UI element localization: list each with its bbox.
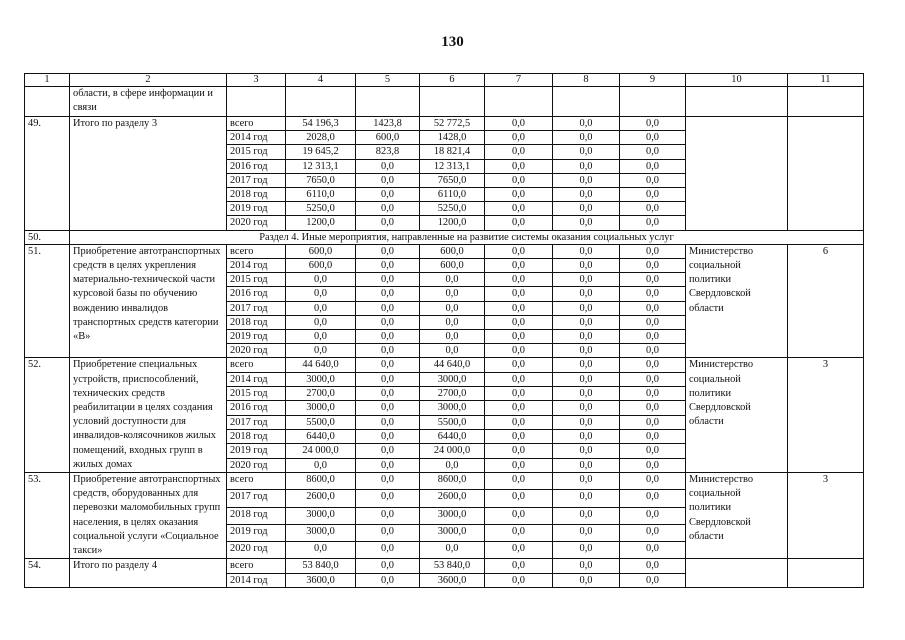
- value-cell: 24 000,0: [420, 444, 485, 458]
- organization-cell: [686, 559, 788, 587]
- value-cell: 0,0: [485, 387, 553, 401]
- organization-cell: [686, 87, 788, 117]
- value-cell: 54 196,3: [286, 117, 356, 131]
- column-header: 7: [485, 74, 553, 87]
- value-cell: 0,0: [420, 273, 485, 287]
- value-cell: 0,0: [485, 490, 553, 507]
- year-cell: 2016 год: [227, 159, 286, 173]
- value-cell: 0,0: [553, 117, 620, 131]
- value-cell: 0,0: [485, 372, 553, 386]
- value-cell: 0,0: [420, 458, 485, 472]
- value-cell: 1200,0: [420, 216, 485, 230]
- value-cell: 2700,0: [420, 387, 485, 401]
- value-cell: 0,0: [485, 401, 553, 415]
- value-cell: 0,0: [356, 330, 420, 344]
- value-cell: 3600,0: [420, 573, 485, 587]
- value-cell: 0,0: [356, 344, 420, 358]
- value-cell: 600,0: [356, 131, 420, 145]
- value-cell: 2600,0: [286, 490, 356, 507]
- value-cell: 1423,8: [356, 117, 420, 131]
- value-cell: 0,0: [356, 573, 420, 587]
- value-cell: 0,0: [485, 573, 553, 587]
- year-cell: 2020 год: [227, 542, 286, 559]
- value-cell: 0,0: [553, 216, 620, 230]
- value-cell: 0,0: [356, 173, 420, 187]
- value-cell: 0,0: [356, 287, 420, 301]
- value-cell: 0,0: [553, 490, 620, 507]
- value-cell: 600,0: [286, 244, 356, 258]
- value-cell: 0,0: [356, 301, 420, 315]
- column-header: 11: [788, 74, 864, 87]
- value-cell: 0,0: [356, 358, 420, 372]
- value-cell: 0,0: [485, 173, 553, 187]
- value-cell: 0,0: [485, 507, 553, 524]
- value-cell: 0,0: [420, 330, 485, 344]
- value-cell: 823,8: [356, 145, 420, 159]
- value-cell: 0,0: [620, 216, 686, 230]
- year-cell: всего: [227, 117, 286, 131]
- value-cell: 0,0: [620, 573, 686, 587]
- value-cell: 8600,0: [420, 473, 485, 490]
- value-cell: 0,0: [620, 273, 686, 287]
- row-number-cell: 50.: [25, 230, 70, 244]
- value-cell: 19 645,2: [286, 145, 356, 159]
- value-cell: 0,0: [356, 444, 420, 458]
- year-cell: всего: [227, 358, 286, 372]
- column-header: 5: [356, 74, 420, 87]
- year-cell: 2014 год: [227, 131, 286, 145]
- value-cell: 0,0: [553, 372, 620, 386]
- value-cell: 44 640,0: [420, 358, 485, 372]
- year-cell: [227, 87, 286, 117]
- value-cell: 0,0: [620, 301, 686, 315]
- value-cell: 0,0: [356, 259, 420, 273]
- value-cell: 0,0: [553, 244, 620, 258]
- value-cell: [485, 87, 553, 117]
- value-cell: 0,0: [620, 415, 686, 429]
- value-cell: 0,0: [356, 315, 420, 329]
- row-number-cell: 53.: [25, 473, 70, 559]
- value-cell: 0,0: [485, 430, 553, 444]
- year-cell: 2014 год: [227, 573, 286, 587]
- value-cell: 0,0: [356, 387, 420, 401]
- target-cell: 3: [788, 473, 864, 559]
- value-cell: 0,0: [286, 344, 356, 358]
- measure-name-cell: Итого по разделу 3: [70, 117, 227, 231]
- value-cell: 3000,0: [286, 372, 356, 386]
- column-header: 3: [227, 74, 286, 87]
- value-cell: 0,0: [553, 542, 620, 559]
- year-cell: 2020 год: [227, 458, 286, 472]
- row-number-cell: 51.: [25, 244, 70, 358]
- value-cell: 0,0: [553, 573, 620, 587]
- value-cell: 0,0: [620, 315, 686, 329]
- year-cell: 2018 год: [227, 188, 286, 202]
- target-cell: 6: [788, 244, 864, 358]
- value-cell: 0,0: [485, 315, 553, 329]
- year-cell: 2014 год: [227, 259, 286, 273]
- value-cell: 0,0: [356, 244, 420, 258]
- value-cell: 0,0: [485, 131, 553, 145]
- value-cell: 0,0: [485, 542, 553, 559]
- value-cell: 0,0: [356, 273, 420, 287]
- value-cell: 0,0: [286, 287, 356, 301]
- value-cell: 0,0: [553, 387, 620, 401]
- value-cell: 18 821,4: [420, 145, 485, 159]
- year-cell: всего: [227, 559, 286, 573]
- year-cell: 2015 год: [227, 145, 286, 159]
- value-cell: 0,0: [485, 458, 553, 472]
- value-cell: 0,0: [620, 444, 686, 458]
- value-cell: 0,0: [420, 315, 485, 329]
- year-cell: 2017 год: [227, 173, 286, 187]
- year-cell: 2015 год: [227, 387, 286, 401]
- value-cell: 6440,0: [286, 430, 356, 444]
- value-cell: 8600,0: [286, 473, 356, 490]
- value-cell: 0,0: [485, 344, 553, 358]
- value-cell: 0,0: [553, 159, 620, 173]
- measure-name-cell: области, в сфере информации и связи: [70, 87, 227, 117]
- year-cell: 2017 год: [227, 415, 286, 429]
- value-cell: 0,0: [620, 490, 686, 507]
- year-cell: 2016 год: [227, 401, 286, 415]
- value-cell: 600,0: [420, 244, 485, 258]
- value-cell: 0,0: [553, 273, 620, 287]
- value-cell: 0,0: [620, 131, 686, 145]
- value-cell: 0,0: [620, 507, 686, 524]
- year-cell: 2016 год: [227, 287, 286, 301]
- year-cell: всего: [227, 244, 286, 258]
- column-number-row: [25, 74, 864, 87]
- value-cell: 0,0: [620, 430, 686, 444]
- value-cell: 0,0: [620, 524, 686, 541]
- year-cell: 2019 год: [227, 524, 286, 541]
- value-cell: 0,0: [485, 117, 553, 131]
- value-cell: 0,0: [420, 287, 485, 301]
- value-cell: 0,0: [485, 287, 553, 301]
- value-cell: 0,0: [356, 188, 420, 202]
- target-cell: [788, 87, 864, 117]
- row-number-cell: 54.: [25, 559, 70, 587]
- value-cell: 0,0: [356, 473, 420, 490]
- value-cell: 53 840,0: [286, 559, 356, 573]
- year-cell: 2020 год: [227, 344, 286, 358]
- value-cell: 3000,0: [420, 507, 485, 524]
- year-cell: 2018 год: [227, 315, 286, 329]
- table-row: [25, 559, 864, 573]
- value-cell: 600,0: [420, 259, 485, 273]
- row-number-cell: [25, 87, 70, 117]
- value-cell: 0,0: [356, 490, 420, 507]
- value-cell: 3000,0: [286, 401, 356, 415]
- value-cell: 7650,0: [420, 173, 485, 187]
- value-cell: 0,0: [553, 131, 620, 145]
- value-cell: 0,0: [553, 344, 620, 358]
- value-cell: 12 313,1: [420, 159, 485, 173]
- value-cell: 0,0: [620, 173, 686, 187]
- value-cell: 0,0: [286, 330, 356, 344]
- value-cell: 0,0: [620, 259, 686, 273]
- value-cell: 3000,0: [420, 401, 485, 415]
- value-cell: 2700,0: [286, 387, 356, 401]
- value-cell: [420, 87, 485, 117]
- column-header: 1: [25, 74, 70, 87]
- organization-cell: Министерство социальной политики Свердловской области: [686, 358, 788, 473]
- year-cell: 2018 год: [227, 507, 286, 524]
- table-row: [25, 358, 864, 372]
- value-cell: 0,0: [553, 507, 620, 524]
- measure-name-cell: Итого по разделу 4: [70, 559, 227, 587]
- value-cell: 0,0: [356, 542, 420, 559]
- column-header: 6: [420, 74, 485, 87]
- value-cell: 0,0: [553, 401, 620, 415]
- value-cell: 0,0: [485, 444, 553, 458]
- value-cell: 0,0: [485, 473, 553, 490]
- year-cell: 2017 год: [227, 301, 286, 315]
- value-cell: 0,0: [620, 244, 686, 258]
- page-number: 130: [441, 34, 464, 50]
- value-cell: 0,0: [485, 330, 553, 344]
- year-cell: 2019 год: [227, 202, 286, 216]
- value-cell: 0,0: [485, 559, 553, 573]
- value-cell: 53 840,0: [420, 559, 485, 573]
- value-cell: 0,0: [620, 145, 686, 159]
- value-cell: [553, 87, 620, 117]
- value-cell: 0,0: [356, 559, 420, 573]
- value-cell: 0,0: [356, 159, 420, 173]
- year-cell: 2020 год: [227, 216, 286, 230]
- value-cell: 0,0: [620, 344, 686, 358]
- value-cell: 0,0: [553, 458, 620, 472]
- value-cell: 0,0: [620, 188, 686, 202]
- value-cell: 0,0: [420, 301, 485, 315]
- column-header: 8: [553, 74, 620, 87]
- value-cell: 0,0: [553, 287, 620, 301]
- value-cell: 1200,0: [286, 216, 356, 230]
- year-cell: всего: [227, 473, 286, 490]
- table-row: [25, 473, 864, 490]
- value-cell: 0,0: [356, 524, 420, 541]
- year-cell: 2014 год: [227, 372, 286, 386]
- value-cell: 0,0: [553, 188, 620, 202]
- value-cell: 0,0: [485, 415, 553, 429]
- value-cell: 3000,0: [286, 507, 356, 524]
- table-row: [25, 117, 864, 131]
- measure-name-cell: Приобретение автотранспортных средств, оборудованных для перевозки маломобильных групп населения, в целях оказания социальной услуги «Социальное такси»: [70, 473, 227, 559]
- column-header: 10: [686, 74, 788, 87]
- column-header: 2: [70, 74, 227, 87]
- value-cell: 0,0: [485, 188, 553, 202]
- section-title: Раздел 4. Иные мероприятия, направленные на развитие системы оказания социальных услуг: [70, 230, 864, 244]
- value-cell: 2600,0: [420, 490, 485, 507]
- section-row: [25, 230, 864, 244]
- value-cell: 0,0: [620, 330, 686, 344]
- value-cell: 0,0: [553, 430, 620, 444]
- value-cell: 0,0: [553, 259, 620, 273]
- value-cell: 0,0: [620, 401, 686, 415]
- value-cell: 0,0: [286, 301, 356, 315]
- measure-name-cell: Приобретение автотранспортных средств в целях укрепления материально-технической части курсовой базы по обучению вождению инвалидов транспортных средств категории «В»: [70, 244, 227, 358]
- value-cell: 0,0: [620, 542, 686, 559]
- value-cell: 0,0: [485, 358, 553, 372]
- year-cell: 2019 год: [227, 330, 286, 344]
- value-cell: 0,0: [553, 559, 620, 573]
- value-cell: 7650,0: [286, 173, 356, 187]
- value-cell: 6440,0: [420, 430, 485, 444]
- value-cell: 0,0: [485, 273, 553, 287]
- value-cell: 0,0: [620, 117, 686, 131]
- value-cell: 0,0: [553, 330, 620, 344]
- value-cell: 0,0: [620, 358, 686, 372]
- value-cell: 5250,0: [420, 202, 485, 216]
- value-cell: 0,0: [553, 301, 620, 315]
- table-row: [25, 87, 864, 117]
- value-cell: 5500,0: [286, 415, 356, 429]
- value-cell: 0,0: [356, 401, 420, 415]
- value-cell: [620, 87, 686, 117]
- value-cell: 1428,0: [420, 131, 485, 145]
- target-cell: [788, 559, 864, 587]
- value-cell: 0,0: [356, 507, 420, 524]
- value-cell: 0,0: [485, 244, 553, 258]
- value-cell: 44 640,0: [286, 358, 356, 372]
- organization-cell: Министерство социальной политики Свердловской области: [686, 473, 788, 559]
- value-cell: 0,0: [620, 559, 686, 573]
- year-cell: 2015 год: [227, 273, 286, 287]
- row-number-cell: 49.: [25, 117, 70, 231]
- value-cell: 0,0: [286, 458, 356, 472]
- value-cell: 5250,0: [286, 202, 356, 216]
- value-cell: 0,0: [620, 287, 686, 301]
- value-cell: 0,0: [620, 473, 686, 490]
- table-row: [25, 244, 864, 258]
- column-header: 9: [620, 74, 686, 87]
- value-cell: 0,0: [553, 358, 620, 372]
- value-cell: 0,0: [485, 524, 553, 541]
- value-cell: 2028,0: [286, 131, 356, 145]
- value-cell: 3000,0: [286, 524, 356, 541]
- value-cell: 0,0: [356, 430, 420, 444]
- value-cell: 12 313,1: [286, 159, 356, 173]
- value-cell: 0,0: [620, 458, 686, 472]
- program-table: [24, 73, 864, 588]
- value-cell: 3000,0: [420, 372, 485, 386]
- value-cell: 0,0: [356, 372, 420, 386]
- value-cell: 52 772,5: [420, 117, 485, 131]
- value-cell: 0,0: [356, 458, 420, 472]
- value-cell: 0,0: [553, 524, 620, 541]
- row-number-cell: 52.: [25, 358, 70, 473]
- organization-cell: Министерство социальной политики Свердловской области: [686, 244, 788, 358]
- value-cell: 0,0: [553, 415, 620, 429]
- value-cell: 0,0: [286, 542, 356, 559]
- value-cell: 6110,0: [286, 188, 356, 202]
- value-cell: 0,0: [420, 542, 485, 559]
- value-cell: 0,0: [553, 145, 620, 159]
- year-cell: 2019 год: [227, 444, 286, 458]
- value-cell: [286, 87, 356, 117]
- value-cell: 0,0: [286, 273, 356, 287]
- value-cell: 0,0: [420, 344, 485, 358]
- value-cell: 5500,0: [420, 415, 485, 429]
- value-cell: 24 000,0: [286, 444, 356, 458]
- value-cell: 0,0: [553, 444, 620, 458]
- value-cell: 0,0: [553, 202, 620, 216]
- target-cell: [788, 117, 864, 231]
- value-cell: 0,0: [620, 202, 686, 216]
- value-cell: 0,0: [485, 202, 553, 216]
- value-cell: 0,0: [553, 315, 620, 329]
- value-cell: 0,0: [485, 216, 553, 230]
- value-cell: 600,0: [286, 259, 356, 273]
- value-cell: 3600,0: [286, 573, 356, 587]
- year-cell: 2018 год: [227, 430, 286, 444]
- value-cell: 0,0: [485, 301, 553, 315]
- target-cell: 3: [788, 358, 864, 473]
- column-header: 4: [286, 74, 356, 87]
- value-cell: 0,0: [286, 315, 356, 329]
- value-cell: 0,0: [356, 202, 420, 216]
- value-cell: 0,0: [553, 473, 620, 490]
- value-cell: 3000,0: [420, 524, 485, 541]
- value-cell: 0,0: [356, 415, 420, 429]
- value-cell: 0,0: [356, 216, 420, 230]
- value-cell: 0,0: [620, 387, 686, 401]
- measure-name-cell: Приобретение специальных устройств, приспособлений, технических средств реабилитации в целях создания условий доступности для инвалидов-колясочников жилых помещений, входных групп в жилых домах: [70, 358, 227, 473]
- value-cell: 6110,0: [420, 188, 485, 202]
- value-cell: 0,0: [553, 173, 620, 187]
- value-cell: 0,0: [620, 372, 686, 386]
- value-cell: 0,0: [620, 159, 686, 173]
- value-cell: 0,0: [485, 259, 553, 273]
- value-cell: 0,0: [485, 145, 553, 159]
- organization-cell: [686, 117, 788, 231]
- year-cell: 2017 год: [227, 490, 286, 507]
- value-cell: [356, 87, 420, 117]
- value-cell: 0,0: [485, 159, 553, 173]
